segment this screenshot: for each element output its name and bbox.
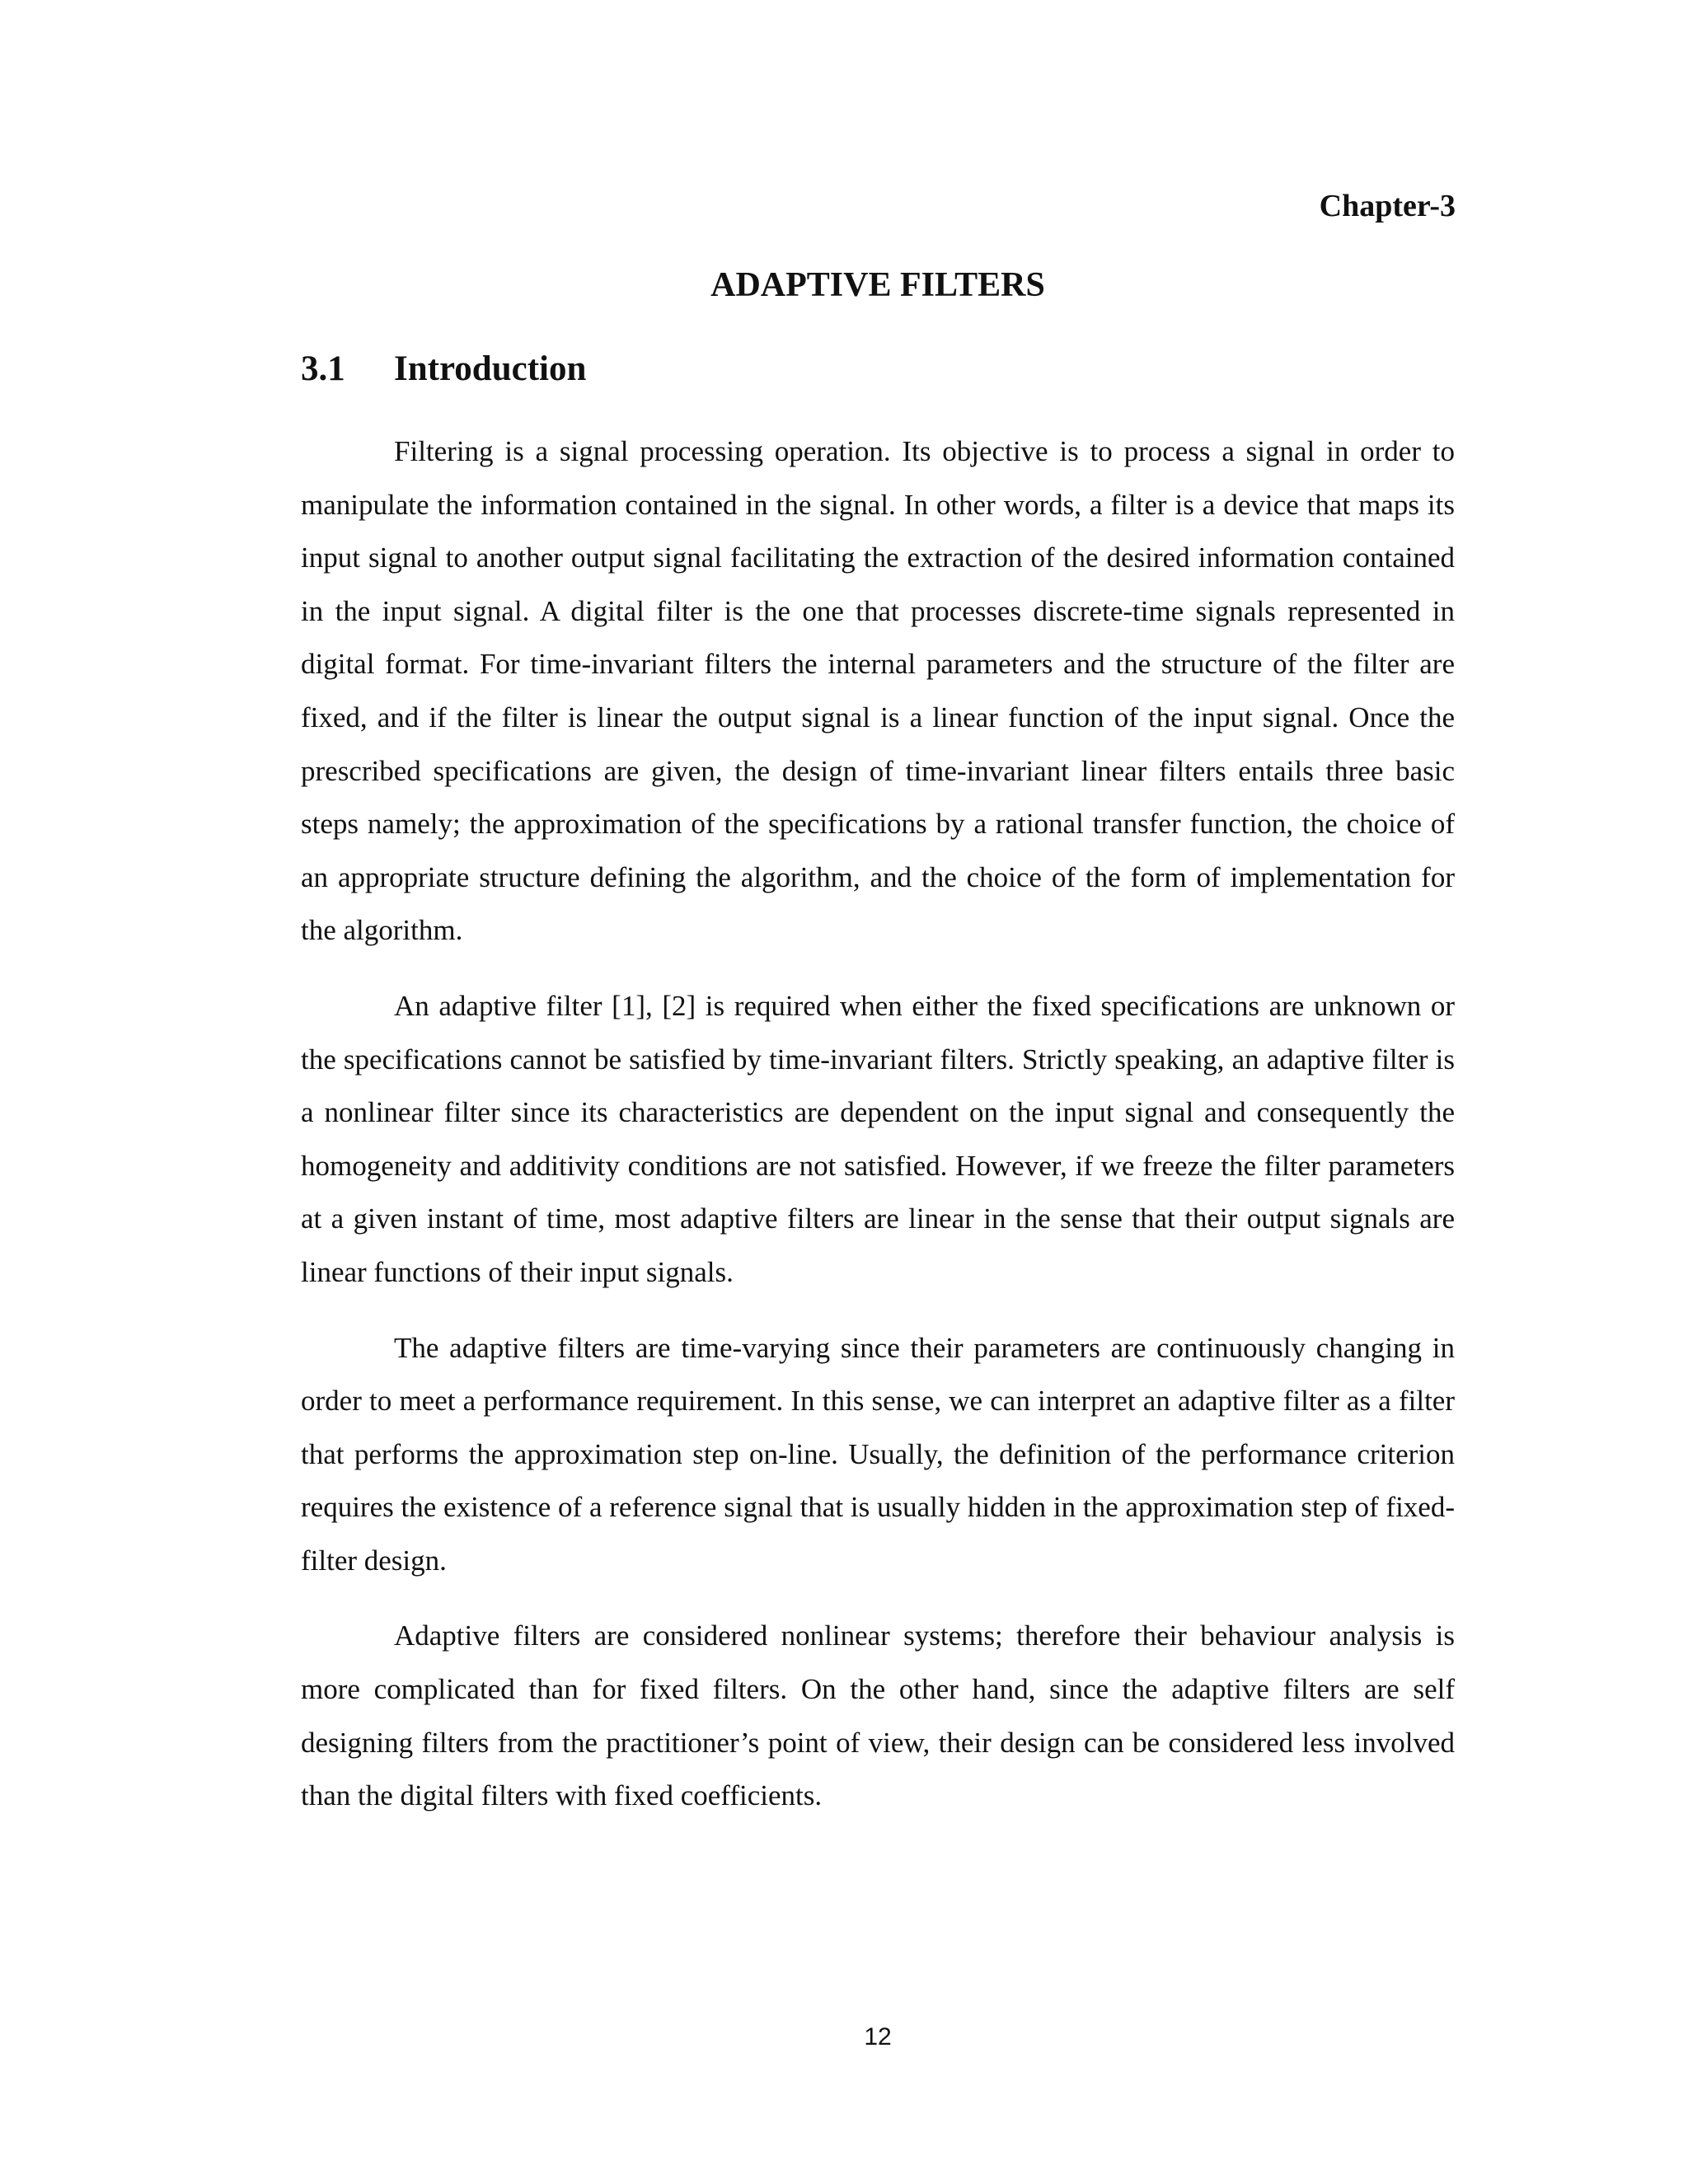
paragraph-adaptive-filter-requirement: An adaptive filter [1], [2] is required when either the fixed specifications are unknown or the specifications cannot be satisfied by time-invariant filters. Strictly speaking, an adaptive filter is a nonlinear filter since its characteristics are dependent on the input signal and consequently the homogeneity and additivity conditions are not satisfied. However, if we freeze the filter parameters at a given instant of time, most adaptive filters are linear in the sense that their output signals are linear functions of their input signals.: [301, 989, 1455, 1288]
section-heading: [301, 346, 586, 392]
body-text: [301, 425, 1455, 1845]
paragraph-time-varying: The adaptive filters are time-varying since their parameters are continuously changing in order to meet a performance requirement. In this sense, we can interpret an adaptive filter as a filter that performs the approximation step on-line. Usually, the definition of the performance criterion requires the existence of a reference signal that is usually hidden in the approximation step of fixed-filter design.: [301, 1331, 1455, 1577]
section-number: 3.1: [301, 349, 345, 388]
chapter-label: Chapter-3: [1319, 189, 1456, 223]
paragraph-nonlinear-systems: Adaptive filters are considered nonlinear systems; therefore their behaviour analysis is more complicated than for fixed filters. On the other hand, since the adaptive filters are self designing filters from the practitioner’s point of view, their design can be considered less involved than the digital filters with fixed coefficients.: [301, 1619, 1455, 1812]
page-number: 12: [864, 2023, 892, 2050]
paragraph-filtering: Filtering is a signal processing operation. Its objective is to process a signal in order to manipulate the information contained in the signal. In other words, a filter is a device that maps its input signal to another output signal facilitating the extraction of the desired information contained in the input signal. A digital filter is the one that processes discrete-time signals represented in digital format. For time-invariant filters the internal parameters and the structure of the filter are fixed, and if the filter is linear the output signal is a linear function of the input signal. Once the prescribed specifications are given, the design of time-invariant linear filters entails three basic steps namely; the approximation of the specifications by a rational transfer function, the choice of an appropriate structure defining the algorithm, and the choice of the form of implementation for the algorithm.: [301, 435, 1455, 947]
chapter-title: ADAPTIVE FILTERS: [710, 266, 1045, 304]
section-title: Introduction: [394, 349, 587, 388]
